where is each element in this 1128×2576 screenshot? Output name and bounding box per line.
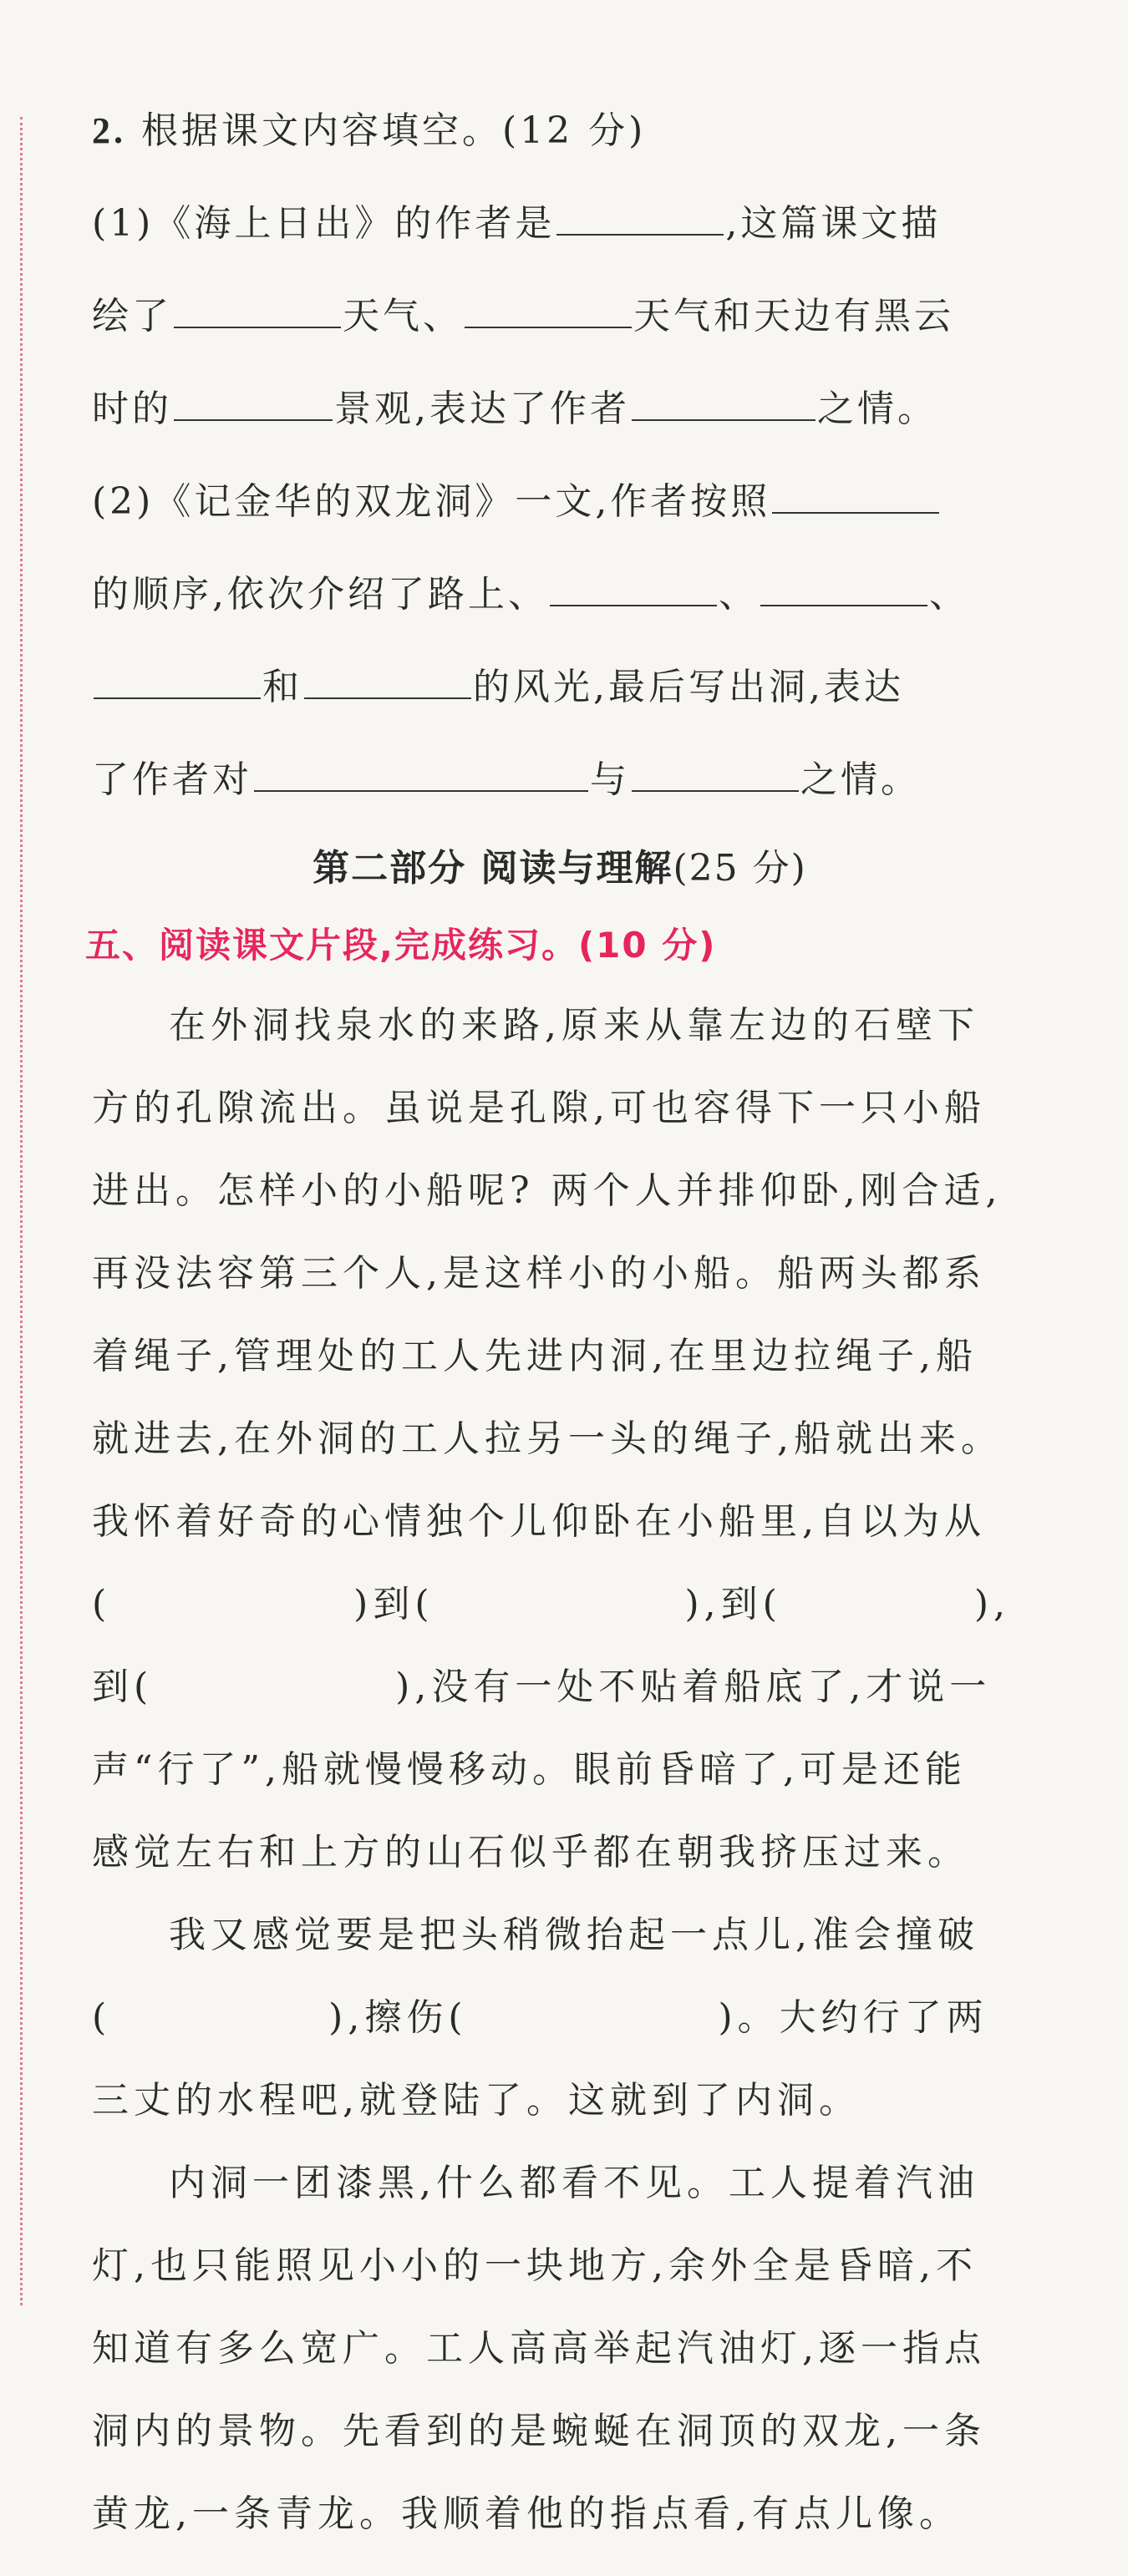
fill-blank[interactable] [174, 293, 341, 328]
text: 了作者对 [92, 758, 252, 801]
worksheet-page [85, 109, 1028, 2576]
passage-line: 方的孔隙流出。虽说是孔隙,可也容得下一只小船 [92, 1087, 986, 1129]
passage-line: 灯,也只能照见小小的一块地方,余外全是昏暗,不 [92, 2244, 978, 2287]
text: 之情。 [817, 388, 937, 430]
text: ( [92, 1996, 112, 2039]
fill-blank[interactable] [632, 386, 816, 421]
passage-line: 再没法容第三个人,是这样小的小船。船两头都系 [92, 1252, 986, 1295]
fill-blank[interactable] [304, 664, 471, 699]
question-title: 根据课文内容填空。(12 分) [141, 109, 647, 152]
text: 、 [719, 573, 759, 616]
passage-line: 就进去,在外洞的工人拉另一头的绳子,船就出来。 [92, 1417, 1003, 1460]
text: ), [973, 1583, 1010, 1625]
text: 之情。 [800, 758, 921, 801]
text: 的风光,最后写出洞,表达 [473, 666, 904, 708]
q2-sub1-line1 [92, 200, 1028, 245]
reading-passage [92, 1005, 1028, 2535]
fill-blank[interactable] [556, 200, 724, 236]
passage-line: 在外洞找泉水的来路,原来从靠左边的石壁下 [169, 1004, 979, 1047]
text: 时的 [92, 388, 172, 430]
text: 景观,表达了作者 [334, 388, 630, 430]
fill-blank[interactable] [174, 386, 333, 421]
fill-blank[interactable] [632, 757, 799, 792]
passage-line: 黄龙,一条青龙。我顺着他的指点看,有点儿像。 [92, 2492, 961, 2535]
fill-blank[interactable] [760, 571, 927, 606]
section-five-title: 五、阅读课文片段,完成练习。(10 分) [85, 925, 717, 966]
margin-dotted-line [20, 117, 23, 2305]
passage-line: 内洞一团漆黑,什么都看不见。工人提着汽油 [169, 2162, 979, 2204]
passage-line: 声“行了”,船就慢慢移动。眼前昏暗了,可是还能 [92, 1748, 967, 1791]
text: )到( [353, 1583, 434, 1625]
text: ,这篇课文描 [725, 202, 942, 245]
passage-line-brackets [92, 1584, 1028, 1625]
text: 到( [92, 1666, 154, 1708]
text: ),到( [684, 1583, 782, 1625]
passage-line: 我又感觉要是把头稍微抬起一点儿,准会撞破 [169, 1914, 979, 1956]
question-number: 2. [92, 110, 126, 151]
part-score: (25 分) [673, 847, 807, 890]
fill-blank[interactable] [254, 757, 588, 792]
passage-line-brackets [92, 1666, 1028, 1708]
text: 绘了 [92, 295, 172, 337]
passage-line: 感觉左右和上方的山石似乎都在朝我挤压过来。 [92, 1831, 969, 1874]
text: 的顺序,依次介绍了路上、 [92, 573, 548, 616]
text: ( [92, 1583, 112, 1625]
part-title-text: 第二部分 阅读与理解 [312, 847, 673, 890]
q2-heading [92, 110, 1028, 152]
text: 与 [590, 758, 630, 801]
part-two-title [92, 848, 1028, 890]
fill-blank[interactable] [550, 571, 717, 606]
text: (1)《海上日出》的作者是 [92, 202, 556, 245]
text: ),擦伤( [328, 1996, 468, 2039]
passage-line: 三丈的水程吧,就登陆了。这就到了内洞。 [92, 2079, 861, 2122]
q2-sub2-line2 [92, 571, 1028, 616]
text: 和 [262, 666, 302, 708]
q2-sub1-line2 [92, 293, 1028, 337]
text: (2)《记金华的双龙洞》一文,作者按照 [92, 480, 771, 523]
text: 天气和天边有黑云 [633, 295, 954, 337]
fill-blank[interactable] [94, 664, 261, 699]
fill-blank[interactable] [772, 479, 939, 514]
passage-line: 洞内的景物。先看到的是蜿蜒在洞顶的双龙,一条 [92, 2410, 986, 2452]
q2-sub2-line1 [92, 479, 1028, 523]
text: 天气、 [343, 295, 463, 337]
fill-blank[interactable] [465, 293, 632, 328]
passage-line: 知道有多么宽广。工人高高举起汽油灯,逐一指点 [92, 2327, 986, 2370]
passage-line-brackets [92, 1997, 1028, 2039]
q2-sub2-line4 [92, 757, 1028, 801]
text: 、 [929, 573, 969, 616]
q2-sub2-line3 [92, 664, 1028, 708]
text: ),没有一处不贴着船底了,才说一 [395, 1666, 992, 1708]
passage-line: 我怀着好奇的心情独个儿仰卧在小船里,自以为从 [92, 1500, 986, 1543]
text: )。大约行了两 [718, 1996, 988, 2039]
passage-line: 着绳子,管理处的工人先进内洞,在里边拉绳子,船 [92, 1335, 978, 1377]
passage-line: 进出。怎样小的小船呢? 两个人并排仰卧,刚合适, [92, 1169, 1003, 1212]
q2-sub1-line3 [92, 386, 1028, 430]
